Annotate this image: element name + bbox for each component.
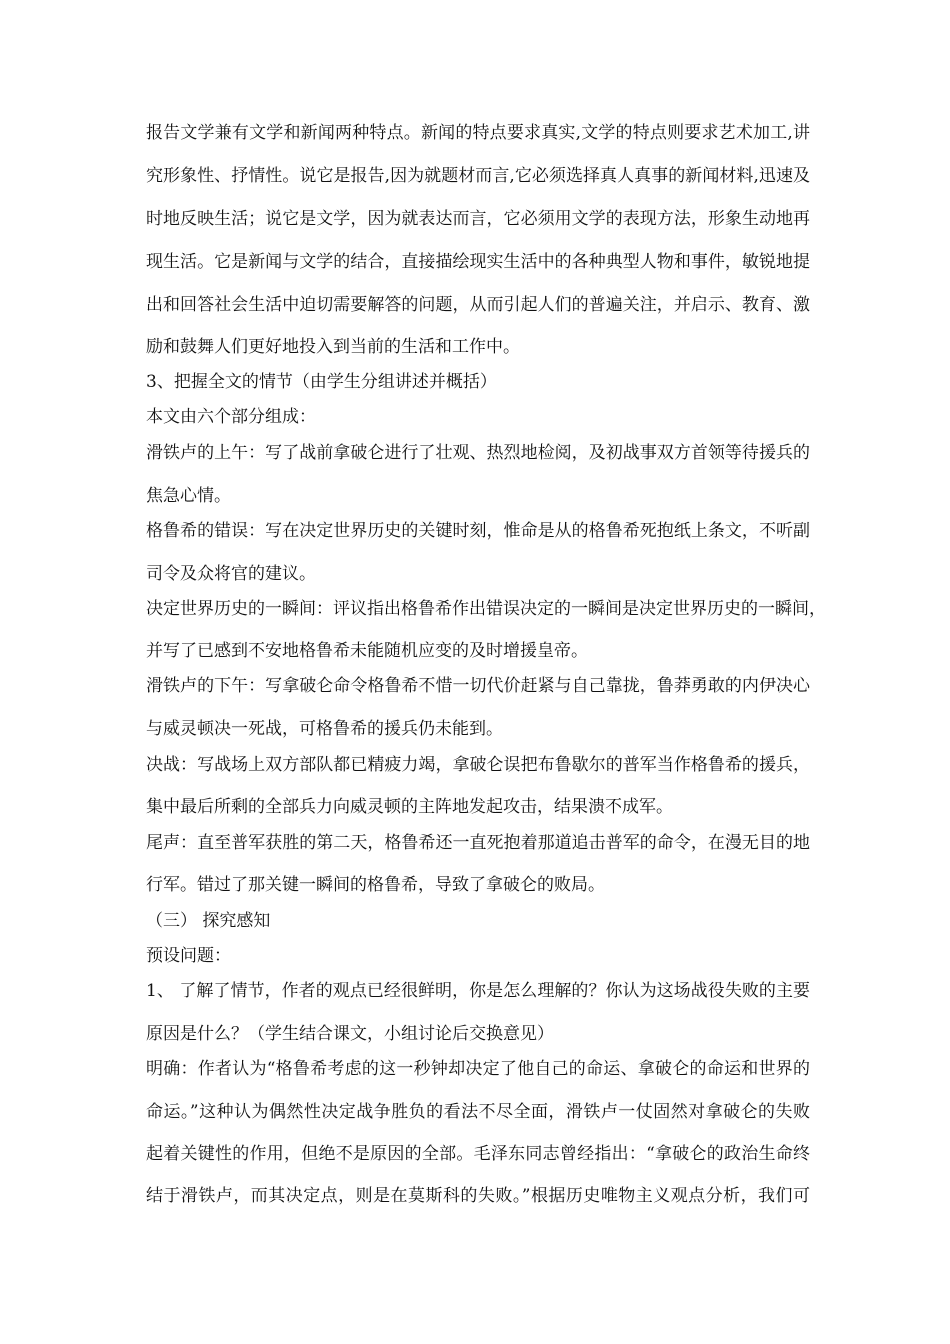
text-line: 焦急心情。: [146, 486, 231, 506]
text-line: 预设问题：: [146, 946, 231, 966]
text-line: 命运。”这种认为偶然性决定战争胜负的看法不尽全面，滑铁卢一仗固然对拿破仑的失败: [146, 1102, 810, 1122]
text-line: 与威灵顿决一死战，可格鲁希的援兵仍未能到。: [146, 719, 503, 739]
text-line: 格鲁希的错误：写在决定世界历史的关键时刻，惟命是从的格鲁希死抱纸上条文，不听副: [146, 521, 810, 541]
section-heading: 3、把握全文的情节（由学生分组讲述并概括）: [146, 372, 497, 392]
text-line: 行军。错过了那关键一瞬间的格鲁希，导致了拿破仑的败局。: [146, 875, 605, 895]
text-line: 尾声：直至普军获胜的第二天，格鲁希还一直死抱着那道追击普军的命令，在漫无目的地: [146, 833, 810, 853]
text-line: 决定世界历史的一瞬间：评议指出格鲁希作出错误决定的一瞬间是决定世界历史的一瞬间，: [146, 599, 826, 619]
text-line: 1、 了解了情节，作者的观点已经很鲜明，你是怎么理解的？你认为这场战役失败的主要: [146, 981, 810, 1001]
text-line: 时地反映生活；说它是文学，因为就表达而言，它必须用文学的表现方法，形象生动地再: [146, 209, 810, 229]
text-line: 出和回答社会生活中迫切需要解答的问题，从而引起人们的普遍关注，并启示、教育、激: [146, 295, 810, 315]
text-line: 并写了已感到不安地格鲁希未能随机应变的及时增援皇帝。: [146, 641, 588, 661]
text-line: 本文由六个部分组成：: [146, 407, 316, 427]
text-line: 原因是什么？（学生结合课文，小组讨论后交换意见）: [146, 1024, 554, 1044]
text-line: 结于滑铁卢，而其决定点，则是在莫斯科的失败。”根据历史唯物主义观点分析，我们可: [146, 1186, 810, 1206]
section-heading: （三） 探究感知: [146, 911, 271, 931]
text-line: 现生活。它是新闻与文学的结合，直接描绘现实生活中的各种典型人物和事件，敏锐地提: [146, 252, 810, 272]
text-line: 报告文学兼有文学和新闻两种特点。新闻的特点要求真实,文学的特点则要求艺术加工,讲: [146, 123, 810, 143]
text-line: 究形象性、抒情性。说它是报告,因为就题材而言,它必须选择真人真事的新闻材料,迅速及: [146, 166, 810, 186]
text-line: 滑铁卢的上午：写了战前拿破仑进行了壮观、热烈地检阅，及初战事双方首领等待援兵的: [146, 443, 810, 463]
text-line: 励和鼓舞人们更好地投入到当前的生活和工作中。: [146, 337, 520, 357]
text-line: 明确：作者认为“格鲁希考虑的这一秒钟却决定了他自己的命运、拿破仑的命运和世界的: [146, 1059, 810, 1079]
text-line: 集中最后所剩的全部兵力向威灵顿的主阵地发起攻击，结果溃不成军。: [146, 797, 673, 817]
text-line: 决战：写战场上双方部队都已精疲力竭，拿破仑误把布鲁歇尔的普军当作格鲁希的援兵，: [146, 755, 810, 775]
text-line: 滑铁卢的下午：写拿破仑命令格鲁希不惜一切代价赶紧与自己靠拢，鲁莽勇敢的内伊决心: [146, 676, 810, 696]
text-line: 起着关键性的作用，但绝不是原因的全部。毛泽东同志曾经指出：“拿破仑的政治生命终: [146, 1144, 810, 1164]
text-line: 司令及众将官的建议。: [146, 564, 316, 584]
